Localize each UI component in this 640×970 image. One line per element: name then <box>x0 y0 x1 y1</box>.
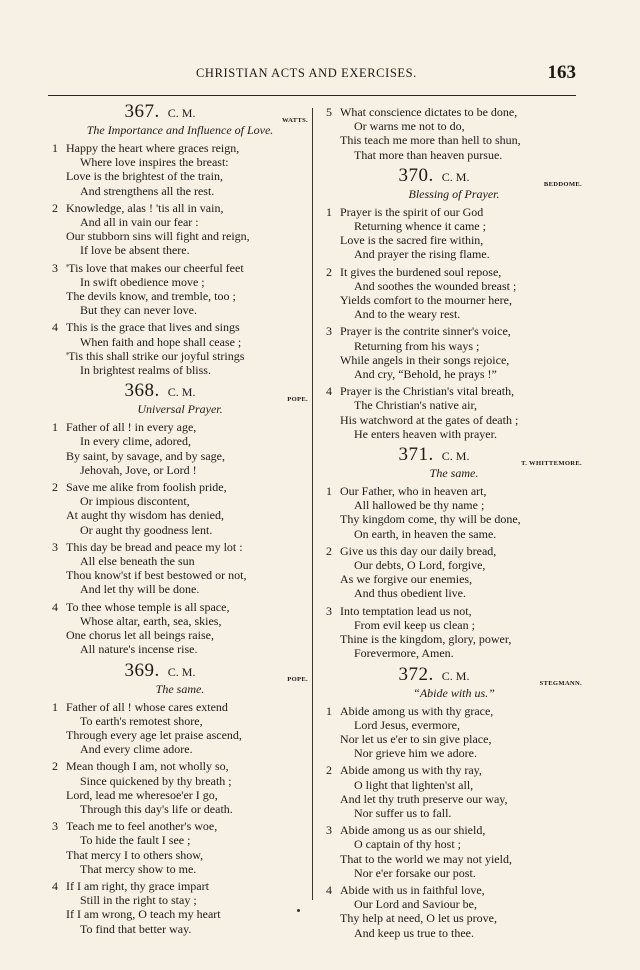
hymn <box>52 661 308 936</box>
verse-number: 2 <box>52 759 58 774</box>
verse-number: 4 <box>52 320 58 335</box>
line-text: 'Tis this shall strike our joyful strings <box>66 348 245 363</box>
verse <box>52 320 308 377</box>
verse-line <box>52 700 308 714</box>
verse <box>326 823 582 880</box>
verse-line <box>326 704 582 718</box>
line-text: Or aught thy goodness lent. <box>80 522 213 537</box>
verse-line <box>326 778 582 792</box>
hymn-meter: C. M. <box>167 106 196 120</box>
page-title: CHRISTIAN ACTS AND EXERCISES. <box>196 66 417 80</box>
line-text: Prayer is the spirit of our God <box>340 204 484 219</box>
line-text: But they can never love. <box>80 303 197 318</box>
verse-line <box>326 926 582 940</box>
line-text: In brightest realms of bliss. <box>80 363 211 378</box>
verse-number: 4 <box>52 599 58 614</box>
page-mark <box>297 909 300 912</box>
hymn-author: BEDDOME. <box>543 180 582 188</box>
line-text: All hallowed be thy name ; <box>354 498 485 513</box>
verse-line <box>326 233 582 247</box>
line-text: To hide the fault I see ; <box>80 833 191 848</box>
verse <box>52 201 308 258</box>
verse-line <box>52 243 308 257</box>
verse-line <box>52 788 308 802</box>
verse-line <box>52 819 308 833</box>
line-text: Love is the sacred fire within, <box>340 233 484 248</box>
verse-line <box>52 642 308 656</box>
line-text: Returning from his ways ; <box>354 338 480 353</box>
line-text: And strengthens all the rest. <box>80 183 215 198</box>
verse-line <box>326 732 582 746</box>
running-header <box>48 62 588 88</box>
line-text: Where love inspires the breast: <box>80 155 229 170</box>
line-text: Thy kingdom come, thy will be done, <box>340 512 521 527</box>
line-text: The devils know, and tremble, too ; <box>66 289 236 304</box>
verse-number: 2 <box>52 480 58 495</box>
verse <box>326 265 582 322</box>
verse-number: 2 <box>326 763 332 778</box>
line-text: Our Lord and Saviour be, <box>354 897 477 912</box>
verse <box>326 105 582 162</box>
verse <box>326 324 582 381</box>
hymn-number: 371. <box>398 444 434 466</box>
verse-number: 1 <box>52 141 58 155</box>
line-text: To find that better way. <box>80 921 192 936</box>
line-text: Into temptation lead us not, <box>340 603 472 618</box>
line-text: Forevermore, Amen. <box>354 646 454 661</box>
line-text: Abide among us as our shield, <box>340 823 486 838</box>
hymn <box>326 665 582 940</box>
verse-number: 2 <box>326 543 332 558</box>
verse-line <box>52 922 308 936</box>
hymn-meter: C. M. <box>441 668 470 683</box>
line-text: 'Tis love that makes our cheerful feet <box>66 260 244 275</box>
verse-line <box>326 307 582 321</box>
verse-line <box>326 527 582 541</box>
verse-line <box>52 508 308 522</box>
hymn-meter: C. M. <box>441 169 470 184</box>
verse-line <box>52 169 308 183</box>
verse-line <box>326 866 582 880</box>
line-text: On earth, in heaven the same. <box>354 526 497 541</box>
line-text: Thou know'st if best bestowed or not, <box>66 568 247 583</box>
verse-line <box>52 614 308 628</box>
hymn-author: T. WHITTEMORE. <box>521 460 582 468</box>
line-text: It gives the burdened soul repose, <box>340 264 502 279</box>
verse-line <box>52 728 308 742</box>
verse <box>326 544 582 601</box>
line-text: In swift obedience move ; <box>80 274 205 289</box>
verse <box>326 484 582 541</box>
hymn-subtitle: The same. <box>155 681 205 696</box>
line-text: This is the grace that lives and sings <box>66 320 240 335</box>
verse-line <box>52 554 308 568</box>
line-text: Father of all ! whose cares extend <box>66 699 228 714</box>
verse-line <box>52 540 308 554</box>
hymn-meter: C. M. <box>441 449 470 464</box>
verse-line <box>326 498 582 512</box>
verse-line <box>52 833 308 847</box>
verse-line <box>52 289 308 303</box>
verse <box>326 604 582 661</box>
verse-line <box>326 398 582 412</box>
verse-line <box>52 201 308 215</box>
hymn-number: 367. <box>124 101 160 122</box>
verse-line <box>52 802 308 816</box>
verse-line <box>52 907 308 921</box>
right-column <box>326 102 582 944</box>
line-text: Thine is the kingdom, glory, power, <box>340 632 512 647</box>
verse-line <box>52 568 308 582</box>
verse-number: 3 <box>52 539 58 554</box>
verse-line <box>326 324 582 338</box>
line-text: Since quickened by thy breath ; <box>80 773 232 788</box>
verse-number: 5 <box>326 105 332 119</box>
hymn-author: POPE. <box>287 396 308 404</box>
hymn-heading <box>52 381 308 402</box>
verse <box>52 261 308 318</box>
hymn-meter: C. M. <box>167 664 196 679</box>
verse-number: 4 <box>52 878 58 893</box>
verse-line <box>52 714 308 728</box>
verse-line <box>326 911 582 925</box>
verse <box>52 600 308 657</box>
verse-line <box>326 897 582 911</box>
verse-line <box>326 339 582 353</box>
verse-line <box>52 363 308 377</box>
line-text: Father of all ! in every age, <box>66 420 197 435</box>
line-text: Nor e'er forsake our post. <box>354 865 476 880</box>
verse-number: 2 <box>326 264 332 279</box>
line-text: While angels in their songs rejoice, <box>340 352 510 367</box>
line-text: One chorus let all beings raise, <box>66 628 214 643</box>
verse <box>52 700 308 757</box>
verse-line <box>326 763 582 777</box>
line-text: Abide with us in faithful love, <box>340 882 485 897</box>
line-text: His watchword at the gates of death ; <box>340 412 519 427</box>
verse-number: 3 <box>52 260 58 275</box>
line-text: Nor suffer us to fall. <box>354 805 452 820</box>
verse-line <box>52 893 308 907</box>
verse-line <box>52 229 308 243</box>
line-text: And thus obedient live. <box>354 586 466 601</box>
verse-line <box>326 384 582 398</box>
hymn-number: 370. <box>398 164 434 186</box>
line-text: When faith and hope shall cease ; <box>80 334 242 349</box>
hymn <box>52 381 308 656</box>
verse-line <box>52 848 308 862</box>
verse <box>326 205 582 262</box>
line-text: Or warns me not to do, <box>354 119 465 134</box>
verse-line <box>52 275 308 289</box>
verse <box>326 384 582 441</box>
verse-line <box>52 335 308 349</box>
line-text: Jehovah, Jove, or Lord ! <box>80 462 197 477</box>
line-text: Abide among us with thy grace, <box>340 703 494 718</box>
line-text: Give us this day our daily bread, <box>340 543 497 558</box>
verse-line <box>52 349 308 363</box>
verse-number: 2 <box>52 200 58 215</box>
line-text: Prayer is the contrite sinner's voice, <box>340 324 511 339</box>
verse-number: 3 <box>52 819 58 834</box>
line-text: All else beneath the sun <box>80 554 195 569</box>
verse-number: 4 <box>326 882 332 897</box>
line-text: Whose altar, earth, sea, skies, <box>80 613 222 628</box>
verse-number: 3 <box>326 324 332 339</box>
verse-line <box>326 792 582 806</box>
verse-line <box>52 261 308 275</box>
line-text: Yields comfort to the mourner here, <box>340 293 512 308</box>
line-text: Lord Jesus, evermore, <box>354 717 460 732</box>
verse-line <box>52 434 308 448</box>
verse-line <box>326 632 582 646</box>
verse-line <box>326 806 582 820</box>
hymn-number: 368. <box>124 380 160 402</box>
line-text: At aught thy wisdom has denied, <box>66 508 224 523</box>
line-text: Through every age let praise ascend, <box>66 727 242 742</box>
line-text: Love is the brightest of the train, <box>66 169 223 184</box>
verse-line <box>326 572 582 586</box>
verse-number: 1 <box>52 699 58 714</box>
verse-line <box>326 823 582 837</box>
verse-line <box>326 367 582 381</box>
line-text: O light that lighten'st all, <box>354 777 474 792</box>
line-text: That to the world we may not yield, <box>340 851 512 866</box>
hymn-subtitle: The same. <box>429 466 479 481</box>
hymn <box>326 105 582 162</box>
hymn <box>326 166 582 441</box>
verse-line <box>52 494 308 508</box>
verse-line <box>326 484 582 498</box>
line-text: Save me alike from foolish pride, <box>66 480 227 495</box>
verse-line <box>326 852 582 866</box>
left-column <box>52 102 308 940</box>
hymn-heading <box>52 102 308 123</box>
verse <box>52 141 308 198</box>
verse-line <box>326 247 582 261</box>
verse-line <box>326 586 582 600</box>
verse-line <box>326 618 582 632</box>
verse-line <box>326 205 582 219</box>
line-text: Returning whence it came ; <box>354 219 486 234</box>
line-text: And keep us true to thee. <box>354 925 474 940</box>
verse-line <box>52 480 308 494</box>
verse-number: 1 <box>326 204 332 219</box>
verse <box>52 540 308 597</box>
verse-line <box>52 600 308 614</box>
line-text: And every clime adore. <box>80 742 193 757</box>
line-text: To earth's remotest shore, <box>80 713 203 728</box>
line-text: To thee whose temple is all space, <box>66 599 230 614</box>
hymn-subtitle: “Abide with us.” <box>413 685 495 700</box>
verse-line <box>326 837 582 851</box>
verse-line <box>326 427 582 441</box>
line-text: In every clime, adored, <box>80 434 191 449</box>
verse-line <box>52 582 308 596</box>
verse-line <box>52 155 308 169</box>
line-text: And all in vain our fear : <box>80 215 199 230</box>
hymn-author: WATTS. <box>281 117 308 124</box>
verse-line <box>52 184 308 198</box>
line-text: As we forgive our enemies, <box>340 572 473 587</box>
line-text: And prayer the rising flame. <box>354 247 490 262</box>
line-text: The Christian's native air, <box>354 398 477 413</box>
line-text: And to the weary rest. <box>354 307 461 322</box>
verse-line <box>326 558 582 572</box>
verse <box>326 704 582 761</box>
verse-line <box>326 646 582 660</box>
verse-line <box>52 742 308 756</box>
verse <box>52 480 308 537</box>
line-text: Through this day's life or death. <box>80 801 233 816</box>
verse-line <box>326 353 582 367</box>
verse-line <box>326 413 582 427</box>
verse-line <box>326 544 582 558</box>
line-text: If I am right, thy grace impart <box>66 878 209 893</box>
line-text: Happy the heart where graces reign, <box>66 141 240 155</box>
verse-line <box>326 512 582 526</box>
line-text: That mercy show to me. <box>80 861 197 876</box>
verse-number: 1 <box>326 703 332 718</box>
line-text: Prayer is the Christian's vital breath, <box>340 384 515 399</box>
line-text: O captain of thy host ; <box>354 837 461 852</box>
verse-line <box>52 523 308 537</box>
line-text: That more than heaven pursue. <box>354 147 503 162</box>
line-text: Nor grieve him we adore. <box>354 746 477 761</box>
verse-line <box>326 148 582 162</box>
line-text: This day be bread and peace my lot : <box>66 539 243 554</box>
line-text: Still in the right to stay ; <box>80 893 197 908</box>
line-text: Thy help at need, O let us prove, <box>340 911 497 926</box>
verse-line <box>52 449 308 463</box>
verse-number: 3 <box>326 603 332 618</box>
verse-number: 1 <box>326 484 332 499</box>
verse <box>326 763 582 820</box>
verse <box>52 420 308 477</box>
verse-line <box>326 279 582 293</box>
line-text: All nature's incense rise. <box>80 642 198 657</box>
hymn-author: STEGMANN. <box>539 679 582 687</box>
line-text: And let thy will be done. <box>80 582 200 597</box>
hymn-subtitle: Universal Prayer. <box>137 402 223 417</box>
verse-line <box>52 862 308 876</box>
hymn-author: POPE. <box>287 675 308 683</box>
line-text: Or impious discontent, <box>80 494 190 509</box>
line-text: Lord, lead me wheresoe'er I go, <box>66 787 218 802</box>
line-text: If I am wrong, O teach my heart <box>66 907 221 922</box>
verse-line <box>326 105 582 119</box>
verse-line <box>326 604 582 618</box>
verse-line <box>52 759 308 773</box>
verse-line <box>326 883 582 897</box>
line-text: What conscience dictates to be done, <box>340 105 518 119</box>
verse-line <box>52 628 308 642</box>
hymn <box>52 102 308 377</box>
verse-line <box>326 119 582 133</box>
line-text: By saint, by savage, and by sage, <box>66 448 225 463</box>
line-text: And cry, “Behold, he prays !” <box>354 367 497 382</box>
verse-number: 3 <box>326 823 332 838</box>
hymn <box>326 445 582 660</box>
line-text: And soothes the wounded breast ; <box>354 278 517 293</box>
verse-line <box>52 774 308 788</box>
line-text: Mean though I am, not wholly so, <box>66 759 229 774</box>
verse <box>52 819 308 876</box>
line-text: This teach me more than hell to shun, <box>340 133 521 148</box>
line-text: Our stubborn sins will fight and reign, <box>66 229 250 244</box>
line-text: Nor let us e'er to sin give place, <box>340 731 492 746</box>
verse-line <box>326 219 582 233</box>
verse <box>52 879 308 936</box>
verse-line <box>52 320 308 334</box>
hymn-heading <box>52 661 308 682</box>
hymn-number: 369. <box>124 659 160 681</box>
line-text: Teach me to feel another's woe, <box>66 819 218 834</box>
page-number: 163 <box>547 62 576 83</box>
hymn-subtitle: The Importance and Influence of Love. <box>86 123 274 137</box>
verse-line <box>52 879 308 893</box>
verse-line <box>326 265 582 279</box>
verse <box>52 759 308 816</box>
header-rule <box>48 95 576 96</box>
verse-line <box>326 718 582 732</box>
line-text: And let thy truth preserve our way, <box>340 791 508 806</box>
verse <box>326 883 582 940</box>
verse-line <box>326 746 582 760</box>
line-text: Abide among us with thy ray, <box>340 763 482 778</box>
hymn-subtitle: Blessing of Prayer. <box>408 186 500 201</box>
line-text: Our debts, O Lord, forgive, <box>354 558 486 573</box>
verse-line <box>52 420 308 434</box>
verse-number: 1 <box>52 420 58 435</box>
verse-line <box>52 303 308 317</box>
verse-line <box>52 463 308 477</box>
verse-number: 4 <box>326 384 332 399</box>
line-text: He enters heaven with prayer. <box>354 426 497 441</box>
line-text: Knowledge, alas ! 'tis all in vain, <box>66 200 224 215</box>
verse-line <box>52 215 308 229</box>
line-text: From evil keep us clean ; <box>354 617 475 632</box>
hymn-number: 372. <box>398 663 434 685</box>
column-divider <box>312 108 313 900</box>
verse-line <box>326 133 582 147</box>
verse-line <box>326 293 582 307</box>
hymn-meter: C. M. <box>167 385 196 400</box>
line-text: If love be absent there. <box>80 243 190 258</box>
line-text: Our Father, who in heaven art, <box>340 484 487 499</box>
verse-line <box>52 141 308 155</box>
line-text: That mercy I to others show, <box>66 847 204 862</box>
